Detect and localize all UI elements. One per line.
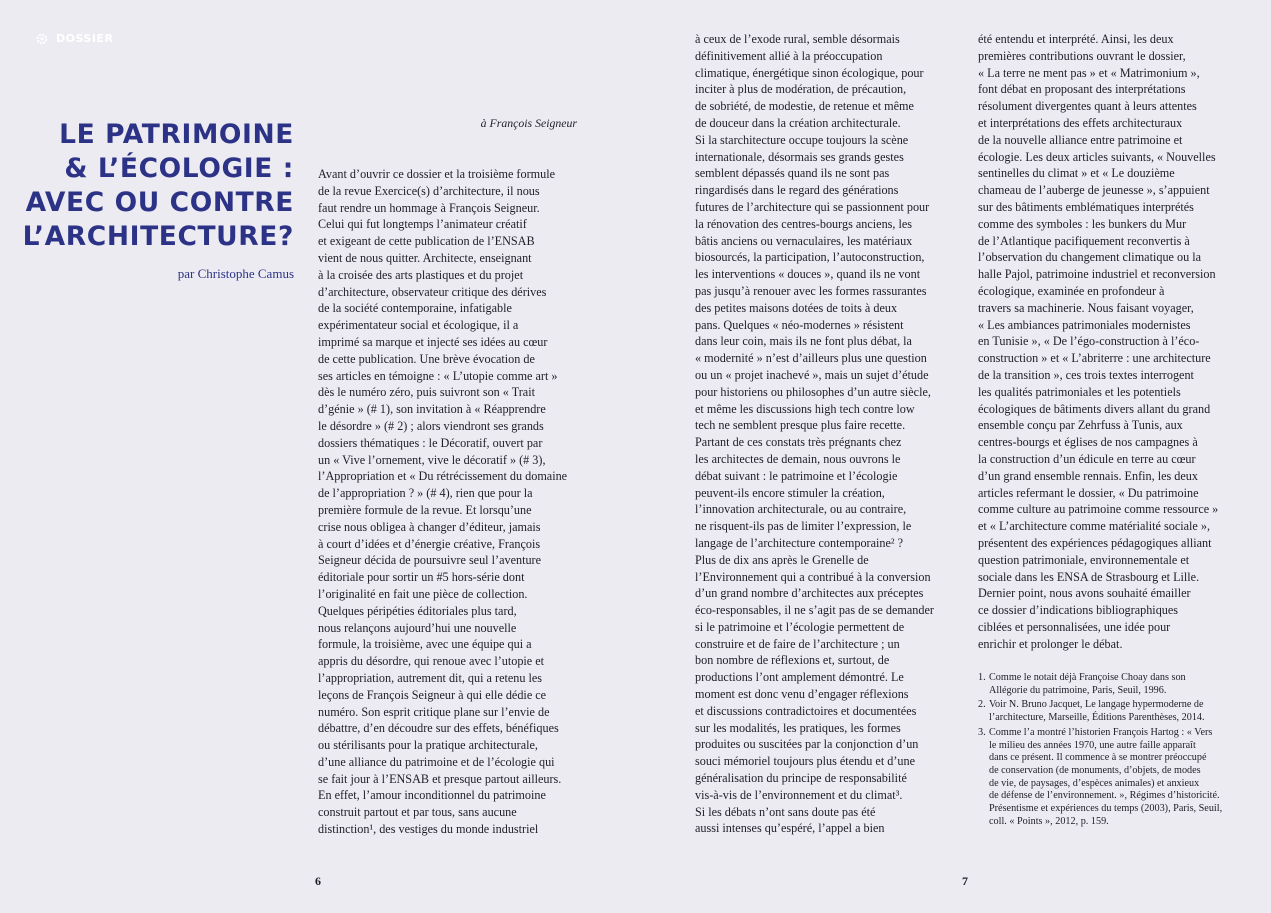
footnote-line: l’architecture, Marseille, Éditions Parenthèses, 2014. (989, 712, 1205, 724)
text-line: ses articles en témoigne : « L’utopie comme art » (318, 368, 558, 383)
text-line: appris du désordre, qui renoue avec l’utopie et (318, 654, 545, 669)
footnote-line: Voir N. Bruno Jacquet, Le langage hypermoderne de (989, 699, 1204, 711)
text-line: Dernier point, nous avons souhaité émailler (978, 586, 1191, 601)
text-line: les qualités patrimoniales et les potentiels (978, 384, 1181, 399)
text-line: ou stérilisants pour la pratique architecturale, (318, 738, 538, 753)
text-line: de l’Atlantique pacifiquement reconvertis à (978, 233, 1190, 248)
text-line: chameau de l’auberge de jeunesse », s’appuient (978, 183, 1210, 198)
text-line: généralisation du principe de responsabilité (695, 771, 907, 786)
text-line: comme des symboles : les bunkers du Mur (978, 216, 1187, 231)
text-line: la construction d’un édicule en terre au cœur (978, 451, 1196, 466)
text-line: pans. Quelques « néo-modernes » résistent (695, 317, 904, 332)
text-line: ensemble conçu par Zehrfuss à Tunis, aux (978, 418, 1183, 433)
footnote-line: Allégorie du patrimoine, Paris, Seuil, 1996. (989, 684, 1167, 696)
text-line: tech ne semblent presque plus faire recette. (695, 418, 906, 433)
body-column-3 (978, 31, 1218, 652)
text-line: des petites maisons dotées de toits à deux (695, 300, 898, 315)
gear-icon (36, 33, 48, 45)
text-line: l’innovation architecturale, ou au contraire, (695, 502, 907, 517)
text-line: halle Pajol, patrimoine industriel et reconversion (978, 267, 1216, 282)
footnote-line: dans ce présent. Il commence à se montrer préoccupé (989, 752, 1207, 764)
title-line: AVEC OU CONTRE (25, 187, 294, 218)
text-line: d’un grand ensemble rennais. Enfin, les deux (978, 468, 1198, 483)
text-line: définitivement allié à la préoccupation (695, 48, 883, 63)
footnote-number: 1. (978, 672, 986, 683)
text-line: ciblées et personnalisées, une idée pour (978, 619, 1171, 634)
text-line: construit partout et par tous, sans aucune (318, 805, 517, 820)
footnote-number: 2. (978, 699, 986, 711)
footnote-line: le milieu des années 1970, une autre faille apparaît (989, 739, 1196, 751)
text-line: ne risquent-ils pas de limiter l’expression, le (695, 519, 912, 534)
text-line: de la revue Exercice(s) d’architecture, il nous (318, 183, 540, 198)
text-line: de sobriété, de modestie, de retenue et même (695, 99, 914, 114)
text-line: débat suivant : le patrimoine et l’écologie (695, 468, 898, 483)
text-line: « La terre ne ment pas » et « Matrimonium », (978, 65, 1200, 80)
text-line: d’une alliance du patrimoine et de l’écologie qui (318, 754, 555, 769)
text-line: de douceur dans la création architecturale. (695, 115, 901, 130)
text-line: expérimentateur social et écologique, il a (318, 318, 519, 333)
text-line: souci mémoriel toujours plus étendu et d’une (695, 754, 916, 769)
footnote (978, 699, 1238, 724)
section-label: DOSSIER (56, 32, 114, 45)
text-line: « Les ambiances patrimoniales modernistes (978, 317, 1191, 332)
text-line: le désordre » (# 2) ; alors viendront ses grands (318, 418, 544, 433)
text-line: produites ou suscitées par la conjonction d’un (695, 737, 919, 752)
footnote-line: de conservation (de monuments, d’objets, de modes (989, 764, 1201, 776)
text-line: ringardisés dans le regard des générations (695, 183, 899, 198)
title-line: LE PATRIMOINE (59, 119, 294, 150)
text-line: Celui qui fut longtemps l’animateur créatif (318, 217, 527, 232)
text-line: et exigeant de cette publication de l’ENSAB (318, 234, 535, 249)
text-line: éco-responsables, il ne s’agit pas de se demander (695, 603, 934, 618)
text-line: imprimé sa marque et injecté ses idées au cœur (318, 334, 548, 349)
text-line: écologiques de bâtiments divers allant du grand (978, 401, 1211, 416)
footnote-line: de vie, de paysages, d’espèces animales) et anxieux (989, 777, 1200, 789)
footnote-number: 3. (978, 726, 986, 738)
text-line: écologique, examinée en profondeur à (978, 283, 1165, 298)
page-number-left: 6 (315, 874, 321, 888)
footnote-line: de défense de l’environnement. », Régimes d’historicité. (989, 790, 1220, 802)
text-line: font débat en proposant des interprétations (978, 82, 1186, 97)
title-line: L’ARCHITECTURE? (22, 221, 294, 252)
text-line: de la transition », ces trois textes interrogent (978, 367, 1194, 382)
text-line: à la croisée des arts plastiques et du projet (318, 267, 524, 282)
text-line: d’génie » (# 1), son invitation à « Réapprendre (318, 402, 546, 417)
text-line: nous relançons aujourd’hui une nouvelle (318, 620, 517, 635)
text-line: biosourcés, la participation, l’autoconstruction, (695, 250, 925, 265)
text-line: d’architecture, observateur critique des dérives (318, 284, 547, 299)
text-line: leçons de François Seigneur à qui elle dédie ce (318, 687, 547, 702)
text-line: ou un « projet inachevé », mais un sujet d’étude (695, 367, 929, 382)
text-line: moment est donc venu d’engager réflexions (695, 687, 909, 702)
text-line: construire et de faire de l’architecture ; un (695, 636, 900, 651)
text-line: sentinelles du climat » et « Le douzième (978, 166, 1175, 181)
text-line: à ceux de l’exode rural, semble désormais (695, 32, 900, 46)
text-line: Partant de ces constats très prégnants chez (695, 435, 902, 450)
text-line: présentent des expériences pédagogiques alliant (978, 535, 1212, 550)
text-line: à court d’idées et d’énergie créative, François (318, 536, 541, 551)
page-number-right: 7 (962, 874, 968, 888)
text-line: éditoriale pour sortir un #5 hors-série dont (318, 570, 525, 585)
text-line: sociale dans les ENSA de Strasbourg et Lille. (978, 569, 1200, 584)
footnotes (978, 672, 1238, 830)
text-line: été entendu et interprété. Ainsi, les deux (978, 32, 1174, 46)
text-line: centres-bourgs et églises de nos campagnes à (978, 435, 1198, 450)
text-line: semblent dépassés quand ils ne sont pas (695, 166, 890, 181)
footnote (978, 672, 1238, 697)
text-line: climatique, énergétique sinon écologique, pour (695, 65, 924, 80)
text-line: sur des bâtiments emblématiques interprétés (978, 199, 1194, 214)
text-line: de la société contemporaine, infatigable (318, 301, 512, 316)
text-line: si le patrimoine et l’écologie permettent de (695, 619, 905, 634)
footnote-line: coll. « Points », 2012, p. 159. (989, 815, 1109, 827)
text-line: et « L’architecture comme matérialité sociale », (978, 519, 1211, 534)
text-line: Quelques péripéties éditoriales plus tard, (318, 603, 517, 618)
text-line: l’originalité en fait une pièce de collection. (318, 586, 528, 601)
author-byline: par Christophe Camus (177, 266, 294, 281)
text-line: futures de l’architecture qui se passionnent pour (695, 199, 930, 214)
text-line: Si la starchitecture occupe toujours la scène (695, 132, 909, 147)
text-line: travers sa machinerie. Nous faisant voyager, (978, 300, 1194, 315)
text-line: bâtis anciens ou vernaculaires, les matériaux (695, 233, 913, 248)
text-line: d’un grand nombre d’architectes aux préceptes (695, 586, 924, 601)
text-line: internationale, désormais ses grands gestes (695, 149, 904, 164)
dedication: à François Seigneur (480, 116, 577, 130)
text-line: vis-à-vis de l’environnement et du climat³. (695, 787, 903, 802)
text-line: construction » et « L’abriterre : une architecture (978, 351, 1211, 366)
section-tag (36, 32, 113, 45)
text-line: premières contributions ouvrant le dossier, (978, 48, 1186, 63)
text-line: crise nous obligea à changer d’éditeur, jamais (318, 519, 541, 534)
text-line: ce dossier d’indications bibliographiques (978, 603, 1179, 618)
text-line: productions l’ont amplement démontré. Le (695, 670, 904, 685)
text-line: En effet, l’amour inconditionnel du patrimoine (318, 788, 546, 803)
text-line: dès le numéro zéro, puis suivront son « Trait (318, 385, 535, 400)
text-line: inciter à plus de modération, de précaution, (695, 82, 907, 97)
text-line: aussi intenses qu’espéré, l’appel a bien (695, 821, 885, 836)
text-line: les architectes de demain, nous ouvrons le (695, 451, 901, 466)
text-line: la rénovation des centres-bourgs anciens, les (695, 216, 913, 231)
text-line: se fait jour à l’ENSAB et presque partout ailleurs. (318, 771, 562, 786)
text-line: formule, la troisième, avec une équipe qui a (318, 637, 532, 652)
text-line: bon nombre de réflexions et, surtout, de (695, 653, 890, 668)
text-line: enrichir et prolonger le débat. (978, 636, 1123, 651)
text-line: l’observation du changement climatique ou la (978, 250, 1202, 265)
text-line: vient de nous quitter. Architecte, enseignant (318, 250, 532, 265)
text-line: de cette publication. Une brève évocation de (318, 351, 535, 366)
article-title (20, 118, 294, 254)
text-line: question patrimoniale, environnementale et (978, 552, 1190, 567)
text-line: Plus de dix ans après le Grenelle de (695, 552, 869, 567)
title-line: & L’ÉCOLOGIE : (64, 153, 294, 184)
text-line: Seigneur décida de poursuivre seul l’aventure (318, 553, 542, 568)
text-line: peuvent-ils encore stimuler la création, (695, 485, 885, 500)
text-line: pas jusqu’à renouer avec les formes rassurantes (695, 283, 927, 298)
text-line: dossiers thématiques : le Décoratif, ouvert par (318, 435, 543, 450)
text-line: numéro. Son esprit critique plane sur l’envie de (318, 704, 550, 719)
text-line: l’appropriation, autrement dit, qui a retenu les (318, 670, 543, 685)
body-column-2 (695, 31, 934, 837)
footnote-line: Comme le notait déjà Françoise Choay dans son (989, 672, 1186, 683)
body-column-1 (318, 166, 567, 838)
text-line: et interprétations des effets architecturaux (978, 115, 1183, 130)
text-line: « modernité » n’est d’ailleurs plus une question (695, 351, 927, 366)
text-line: pour historiens ou philosophes d’un autre siècle, (695, 384, 931, 399)
text-line: langage de l’architecture contemporaine² ? (695, 535, 904, 550)
text-line: l’Environnement qui a contribué à la conversion (695, 569, 931, 584)
text-line: écologie. Les deux articles suivants, « Nouvelles (978, 149, 1216, 164)
footnote-line: Comme l’a montré l’historien François Hartog : « Vers (989, 726, 1213, 738)
footnote (978, 727, 1238, 829)
text-line: articles refermant le dossier, « Du patrimoine (978, 485, 1199, 500)
text-line: l’Appropriation et « Du rétrécissement du domaine (318, 469, 568, 484)
text-line: comme culture au patrimoine comme ressource » (978, 502, 1219, 517)
text-line: les interventions « douces », quand ils ne vont (695, 267, 921, 282)
text-line: et même les discussions high tech contre low (695, 401, 915, 416)
text-line: Avant d’ouvrir ce dossier et la troisième formule (318, 167, 556, 181)
text-line: de la nouvelle alliance entre patrimoine et (978, 132, 1183, 147)
text-line: distinction¹, des vestiges du monde industriel (318, 822, 539, 837)
text-line: de l’appropriation ? » (# 4), rien que pour la (318, 486, 533, 501)
text-line: un « Vive l’ornement, vive le décoratif » (# 3), (318, 452, 546, 467)
text-line: Si les débats n’ont sans doute pas été (695, 804, 876, 819)
text-line: faut rendre un hommage à François Seigneur. (318, 200, 540, 215)
text-line: dans leur coin, mais ils ne font plus débat, la (695, 334, 912, 349)
text-line: et discussions contradictoires et documentées (695, 703, 917, 718)
text-line: débattre, d’en découdre sur des effets, bénéfiques (318, 721, 559, 736)
text-line: en Tunisie », « De l’égo-construction à l’éco- (978, 334, 1200, 349)
text-line: résolument divergentes quant à leurs attentes (978, 99, 1197, 114)
text-line: première formule de la revue. Et lorsqu’une (318, 502, 532, 517)
text-line: sur les modalités, les pratiques, les formes (695, 720, 901, 735)
footnote-line: Présentisme et expériences du temps (2003), Paris, Seuil, (989, 803, 1223, 815)
